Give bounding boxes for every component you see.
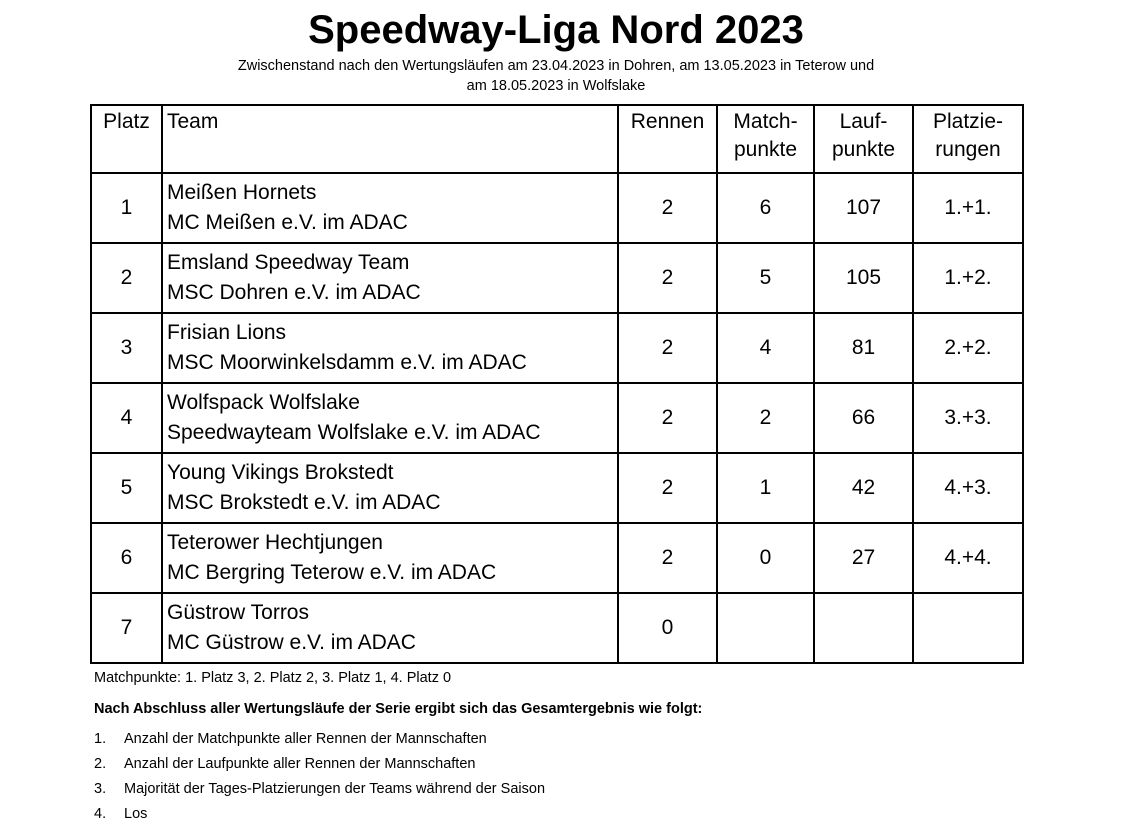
header-team: Team [162,105,618,173]
cell-platzierungen: 3.+3. [913,383,1023,453]
team-name: Meißen Hornets [167,181,317,204]
standings-table [90,104,1024,664]
team-name: Young Vikings Brokstedt [167,461,394,484]
cell-rennen: 2 [618,523,717,593]
cell-platzierungen: 4.+3. [913,453,1023,523]
cell-matchpunkte [717,593,814,663]
cell-platz: 7 [91,593,162,663]
list-item [94,804,545,829]
matchpunkte-footnote: Matchpunkte: 1. Platz 3, 2. Platz 2, 3. Platz 1, 4. Platz 0 [94,670,452,686]
cell-platz: 3 [91,313,162,383]
list-item [94,754,545,779]
cell-rennen: 2 [618,243,717,313]
header-platz: Platz [91,105,162,173]
cell-rennen: 2 [618,383,717,453]
cell-team [162,383,618,453]
cell-laufpunkte: 66 [814,383,913,453]
club-name: Speedwayteam Wolfslake e.V. im ADAC [167,421,541,444]
cell-matchpunkte: 1 [717,453,814,523]
cell-platz: 4 [91,383,162,453]
header-matchpunkte [717,105,814,173]
cell-platzierungen: 1.+1. [913,173,1023,243]
team-name: Frisian Lions [167,321,287,344]
header-matchpunkte-line-2: punkte [733,138,798,161]
cell-matchpunkte: 2 [717,383,814,453]
cell-team [162,453,618,523]
cell-laufpunkte [814,593,913,663]
list-item [94,729,545,754]
cell-platz: 1 [91,173,162,243]
list-item-number: 1. [94,731,107,747]
team-name: Güstrow Torros [167,601,309,624]
table-header-row [91,105,1023,173]
cell-team [162,313,618,383]
subtitle-line-2: am 18.05.2023 in Wolfslake [466,78,646,94]
cell-platz: 2 [91,243,162,313]
cell-matchpunkte: 4 [717,313,814,383]
cell-team [162,243,618,313]
table-row [91,453,1023,523]
cell-matchpunkte: 0 [717,523,814,593]
cell-rennen: 0 [618,593,717,663]
club-name: MSC Dohren e.V. im ADAC [167,281,421,304]
club-name: MSC Brokstedt e.V. im ADAC [167,491,441,514]
header-platzierungen [913,105,1023,173]
table-row [91,523,1023,593]
club-name: MSC Moorwinkelsdamm e.V. im ADAC [167,351,527,374]
table-row [91,243,1023,313]
cell-matchpunkte: 5 [717,243,814,313]
cell-platzierungen [913,593,1023,663]
table-row [91,313,1023,383]
cell-laufpunkte: 81 [814,313,913,383]
list-item-text: Los [124,806,148,822]
list-item-text: Majorität der Tages-Platzierungen der Teams während der Saison [124,781,546,797]
list-item-text: Anzahl der Matchpunkte aller Rennen der Mannschaften [124,731,487,747]
cell-laufpunkte: 27 [814,523,913,593]
club-name: MC Güstrow e.V. im ADAC [167,631,416,654]
cell-laufpunkte: 107 [814,173,913,243]
header-platzierungen-line-1: Platzie- [932,110,1004,133]
header-laufpunkte-line-2: punkte [831,138,896,161]
cell-rennen: 2 [618,453,717,523]
cell-team [162,523,618,593]
result-heading: Nach Abschluss aller Wertungsläufe der Serie ergibt sich das Gesamtergebnis wie folgt: [94,701,703,717]
cell-platz: 5 [91,453,162,523]
cell-laufpunkte: 105 [814,243,913,313]
header-laufpunkte [814,105,913,173]
club-name: MC Meißen e.V. im ADAC [167,211,408,234]
cell-team [162,173,618,243]
header-matchpunkte-line-1: Match- [733,110,798,133]
table-row [91,593,1023,663]
list-item [94,779,545,804]
header-platzierungen-line-2: rungen [935,138,1001,161]
header-laufpunkte-line-1: Lauf- [839,110,888,133]
cell-team [162,593,618,663]
list-item-text: Anzahl der Laufpunkte aller Rennen der Mannschaften [124,756,476,772]
table-row [91,173,1023,243]
list-item-number: 3. [94,781,107,797]
cell-platzierungen: 2.+2. [913,313,1023,383]
cell-matchpunkte: 6 [717,173,814,243]
cell-rennen: 2 [618,173,717,243]
cell-platzierungen: 4.+4. [913,523,1023,593]
club-name: MC Bergring Teterow e.V. im ADAC [167,561,497,584]
cell-platzierungen: 1.+2. [913,243,1023,313]
cell-rennen: 2 [618,313,717,383]
team-name: Wolfspack Wolfslake [167,391,360,414]
cell-laufpunkte: 42 [814,453,913,523]
cell-platz: 6 [91,523,162,593]
list-item-number: 4. [94,806,107,822]
team-name: Teterower Hechtjungen [167,531,383,554]
document-subtitle [150,56,962,96]
document-title: Speedway-Liga Nord 2023 [308,8,804,52]
tiebreak-criteria-list [94,729,545,829]
list-item-number: 2. [94,756,107,772]
subtitle-line-1: Zwischenstand nach den Wertungsläufen am 23.04.2023 in Dohren, am 13.05.2023 in Teterow und [237,58,875,74]
team-name: Emsland Speedway Team [167,251,410,274]
header-rennen: Rennen [618,105,717,173]
table-row [91,383,1023,453]
